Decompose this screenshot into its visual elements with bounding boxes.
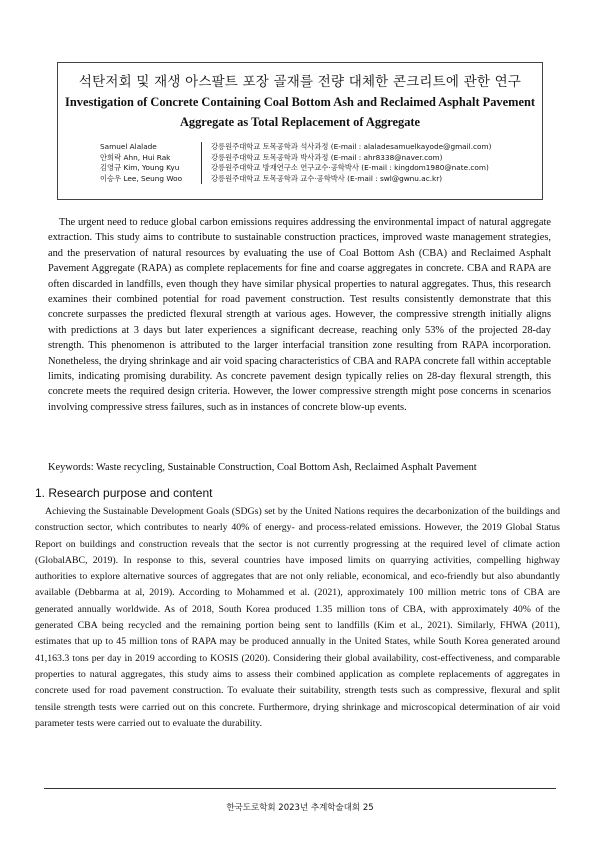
english-title-line-2: Aggregate as Total Replacement of Aggregate: [179, 115, 421, 129]
author-name: 안희락 Ahn, Hui Rak: [100, 153, 202, 164]
author-name: Samuel Alalade: [100, 142, 202, 153]
abstract: [48, 215, 551, 415]
section-heading: 1. Research purpose and content: [35, 486, 213, 500]
author-affiliation: 강릉원주대학교 토목공학과 박사과정 (E-mail : ahr8338@naver.com): [211, 152, 443, 162]
abstract-text: The urgent need to reduce global carbon emissions requires addressing the environmental impact of natural aggregate extraction. This study aims to contribute to sustainable construction practices, improved waste management strategies, and the preservation of natural resources by evaluating the use of Coal Bottom Ash (CBA) and Reclaimed Asphalt Pavement Aggregate (RAPA) as complete replacements for fine and coarse aggregates in concrete. CBA and RAPA are often discarded in landfills, even though they have similar physical properties to natural aggregates. Thus, this research examines their combined potential for road pavement construction. Test results consistently demonstrate that this concrete surpasses the predicted flexural strength at various ages. However, the compressive strength initially aligns with predictions at 3 days but later experiences a significant decrease, reaching only 53% of the projected 28-day strength. This phenomenon is attributed to the larger interfacial transition zone resulting from RAPA incorporation. Nonetheless, the drying shrinkage and air void spacing characteristics of CBA and RAPA concrete fall within acceptable limits, indicating promising durability. As concrete pavement design typically relies on 28-day flexural strength, this concrete meets the required design criteria. However, the lower compressive strength might pose concerns in scenarios involving compressive stress failures, such as in instances of concrete blow-up events.: [48, 217, 551, 413]
keywords: Keywords: Waste recycling, Sustainable Construction, Coal Bottom Ash, Reclaimed Asphalt Pavement: [48, 462, 477, 473]
footer-divider: [44, 788, 556, 789]
author-row: [100, 153, 530, 164]
author-row: [100, 174, 530, 185]
author-list: [100, 142, 530, 184]
author-affiliation: 강릉원주대학교 토목공학과 석사과정 (E-mail : alaladesamuelkayode@gmail.com): [211, 142, 492, 151]
author-row: [100, 163, 530, 174]
author-affiliation: 강릉원주대학교 토목공학과 교수·공학박사 (E-mail : swl@gwnu.ac.kr): [211, 173, 443, 183]
author-row: [100, 142, 530, 153]
korean-title: 석탄저회 및 재생 아스팔트 포장 골재를 전량 대체한 콘크리트에 관한 연구: [78, 74, 522, 90]
title-box: [57, 62, 543, 200]
section-body-text: Achieving the Sustainable Development Goals (SDGs) set by the United Nations requires the decarbonization of the buildings and construction sector, which contributes to nearly 40% of energy- and process-related emissions. However, the 2019 Global Status Report on buildings and construction reveals that the sector is not currently progressing at the required level of climate action (GlobalABC, 2019). In response to this, several countries have imposed limits on quarrying activities, compelling highway authorities to explore alternative sources of aggregates that are not only reliable, economical, and eco-friendly but also abundantly available (Debbarma at al, 2019). According to Mohammed et al. (2021), approximately 100 million metric tons of CBA are generated annually worldwide. As of 2018, South Korea produced 1.35 million tons of CBA, with approximately 40% of the generated CBA being recycled and the remaining portion being sent to landfills (Kim et al., 2021). Similarly, FHWA (2011), estimates that up to 45 million tons of RAPA may be produced annually in the United States, while South Korea generated around 41,163.3 tons per day in 2019 according to KOSIS (2020). Considering their global availability, cost-effectiveness, and comparable properties to natural aggregates, this study aims to assess their combined application as complete replacements of aggregates in concrete used for road pavement construction. To evaluate their suitability, strength tests such as compressive, flexural and split tensile strength tests were carried out on this concrete. Furthermore, drying shrinkage and microscopical determination of air void parameter tests were carried out to evaluate the durability.: [35, 506, 560, 729]
section-body: [35, 504, 560, 732]
page-footer: 한국도로학회 2023년 추계학술대회 25: [226, 803, 374, 813]
author-affiliation: 강릉원주대학교 방재연구소 연구교수·공학박사 (E-mail : kingdom1980@nate.com): [211, 163, 489, 173]
english-title-line-1: Investigation of Concrete Containing Coal Bottom Ash and Reclaimed Asphalt Pavement: [65, 95, 535, 109]
author-name: 김영규 Kim, Young Kyu: [100, 163, 202, 174]
english-title: [58, 92, 542, 132]
author-name: 이승우 Lee, Seung Woo: [100, 174, 202, 185]
